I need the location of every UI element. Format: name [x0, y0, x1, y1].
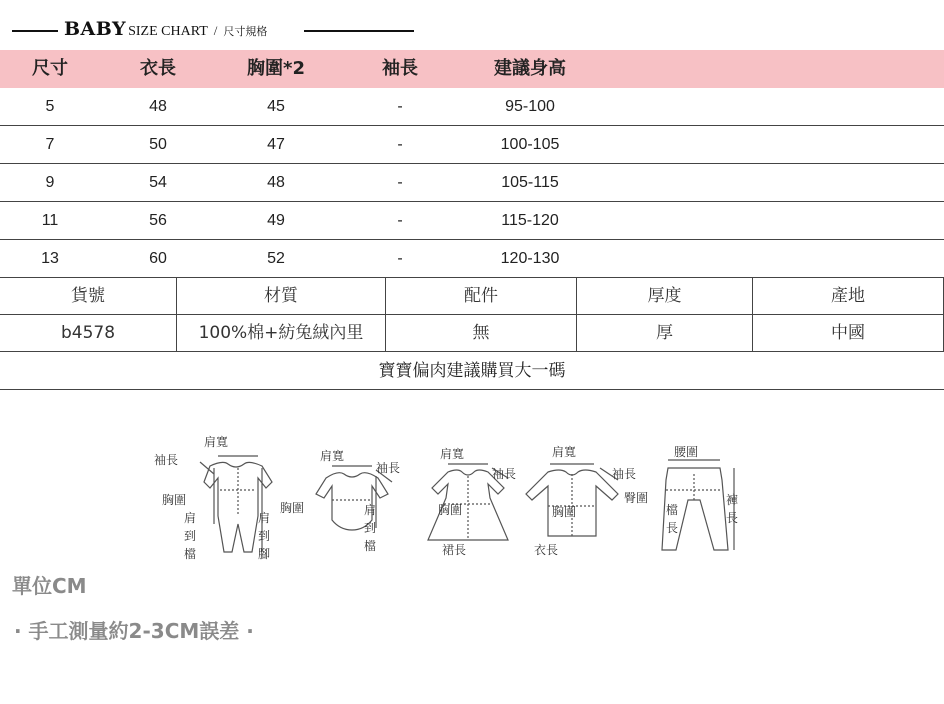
info-thickness: 厚: [576, 315, 752, 352]
cell-height: 100-105: [500, 136, 560, 153]
info-header-accessories: 配件: [385, 278, 576, 315]
romper-shoulder-foot-label-2: 到: [258, 529, 271, 543]
size-chart-header: [0, 0, 944, 50]
cell-chest: 52: [267, 250, 285, 267]
bodysuit-chest-label: 胸圍: [280, 501, 305, 515]
romper-shoulder-foot-label-1: 肩: [258, 511, 271, 525]
cell-height: 95-100: [505, 98, 555, 115]
pants-crotch-label-2: 長: [666, 521, 679, 535]
cell-height: 105-115: [501, 174, 559, 191]
cell-length: 60: [149, 250, 167, 267]
product-info-table: [0, 277, 944, 390]
measurement-error-note: · 手工測量約2-3CM誤差 ·: [14, 619, 254, 643]
info-header-material: 材質: [176, 278, 385, 315]
info-value-row: [0, 315, 944, 352]
unit-label: 單位CM: [12, 574, 87, 598]
header-length: 衣長: [140, 58, 176, 79]
header-sleeve: 袖長: [382, 58, 418, 79]
info-origin: 中國: [752, 315, 944, 352]
header-rule-left: [12, 30, 58, 32]
header-size: 尺寸: [32, 58, 68, 79]
cell-size: 5: [45, 98, 55, 115]
cell-size: 9: [45, 174, 55, 191]
size-table-header-row: [0, 50, 944, 88]
top-shoulder-label: 肩寬: [552, 445, 577, 459]
bodysuit-shoulder-crotch-label-1: 肩: [364, 503, 377, 517]
cell-height: 115-120: [501, 212, 559, 229]
info-material: 100%棉+紡兔絨內里: [176, 315, 385, 352]
cell-chest: 49: [267, 212, 285, 229]
cell-chest: 45: [267, 98, 285, 115]
size-table: [0, 50, 944, 278]
top-diagram: [526, 464, 618, 536]
table-row: [0, 202, 944, 240]
romper-shoulder-foot-label-3: 腳: [258, 547, 271, 561]
brand-label: BABY: [64, 18, 127, 40]
cell-sleeve: -: [397, 98, 403, 115]
cell-sleeve: -: [397, 212, 403, 229]
table-row: [0, 88, 944, 126]
measurement-illustrations: [148, 428, 748, 578]
info-header-origin: 產地: [752, 278, 944, 315]
pants-crotch-label-1: 檔: [666, 503, 679, 517]
cell-sleeve: -: [397, 250, 403, 267]
cell-chest: 48: [267, 174, 285, 191]
top-sleeve-label: 袖長: [612, 467, 637, 481]
dress-shoulder-label: 肩寬: [440, 447, 465, 461]
pants-length-label-2: 長: [726, 511, 739, 525]
subtitle-zh-label: 尺寸規格: [223, 25, 268, 38]
cell-height: 120-130: [500, 250, 560, 267]
header-chest: 胸圍*2: [247, 58, 305, 79]
dress-sleeve-label: 袖長: [492, 467, 517, 481]
romper-shoulder-label: 肩寬: [204, 435, 229, 449]
subtitle-label: SIZE CHART: [128, 24, 208, 39]
header-height: 建議身高: [494, 58, 566, 79]
cell-length: 56: [149, 212, 167, 229]
size-advice-note: 寶寶偏肉建議購買大一碼: [0, 352, 944, 390]
info-accessories: 無: [385, 315, 576, 352]
info-header-thickness: 厚度: [576, 278, 752, 315]
subtitle-separator: /: [213, 23, 218, 38]
pants-waist-label: 腰圍: [674, 445, 699, 459]
cell-sleeve: -: [397, 174, 403, 191]
table-row: [0, 240, 944, 278]
cell-sleeve: -: [397, 136, 403, 153]
bodysuit-sleeve-label: 袖長: [376, 461, 401, 475]
cell-size: 13: [41, 250, 59, 267]
table-row: [0, 126, 944, 164]
pants-hip-label: 臀圍: [624, 491, 649, 505]
bodysuit-shoulder-crotch-label-3: 檔: [364, 539, 377, 553]
cell-size: 7: [45, 136, 55, 153]
romper-sleeve-label: 袖長: [154, 453, 179, 467]
dress-chest-label: 胸圍: [438, 503, 463, 517]
romper-shoulder-crotch-label-3: 檔: [184, 547, 197, 561]
romper-chest-label: 胸圍: [162, 493, 187, 507]
cell-size: 11: [41, 212, 59, 229]
info-header-row: [0, 278, 944, 315]
top-chest-label: 胸圍: [552, 505, 577, 519]
header-title: [64, 18, 267, 40]
info-item-no: b4578: [60, 323, 116, 343]
romper-shoulder-crotch-label-2: 到: [184, 529, 197, 543]
table-row: [0, 164, 944, 202]
cell-chest: 47: [267, 136, 285, 153]
romper-shoulder-crotch-label-1: 肩: [184, 511, 197, 525]
top-length-label: 衣長: [534, 543, 559, 557]
bodysuit-diagram: [316, 466, 392, 530]
header-rule-right: [304, 30, 414, 32]
cell-length: 50: [149, 136, 167, 153]
dress-length-label: 裙長: [442, 543, 467, 557]
info-header-item-no: 貨號: [71, 286, 105, 306]
bodysuit-shoulder-crotch-label-2: 到: [364, 521, 377, 535]
cell-length: 48: [149, 98, 167, 115]
cell-length: 54: [149, 174, 167, 191]
bodysuit-shoulder-label: 肩寬: [320, 449, 345, 463]
pants-length-label-1: 褲: [726, 493, 739, 507]
